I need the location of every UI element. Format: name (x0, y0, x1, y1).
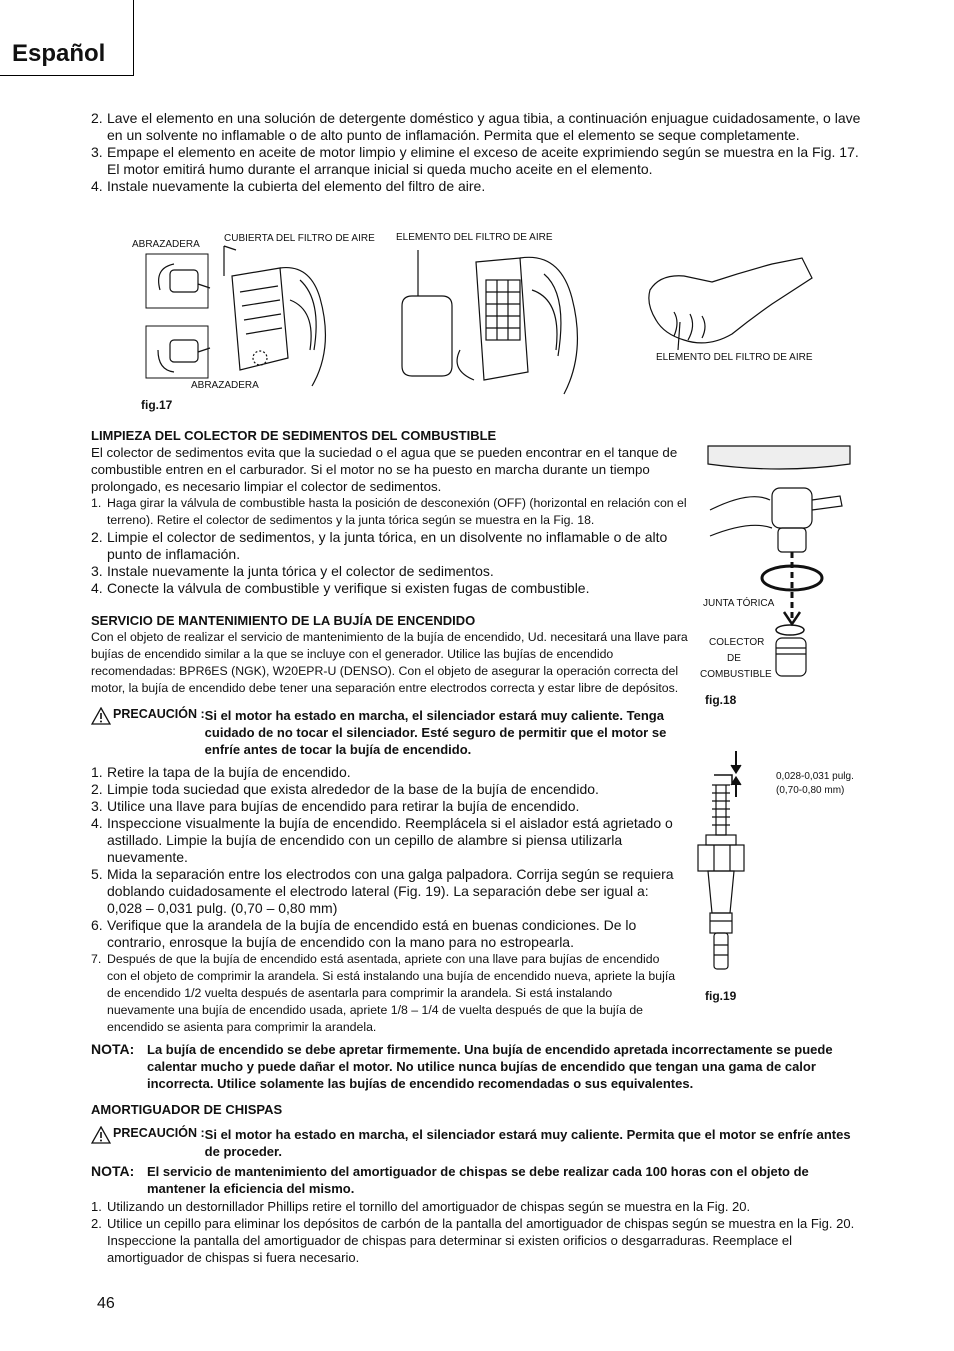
arrester-title: AMORTIGUADOR DE CHISPAS (91, 1102, 283, 1117)
clamp-detail-top (146, 254, 208, 308)
spark-intro: Con el objeto de realizar el servicio de mantenimiento de la bujía de encendido, Ud. necesitará una llave para bujías de encendido similar a la que se incluye con el generador. Utilice las bujías de encendido recomendadas: BPR6ES (NGK), W20EPR-U (DENSO). Con el objeto de asegurar la operación correcta del motor, la bujía de encendido debe tener una separación entre electrodos correcta y estar libre de depósitos. (91, 630, 688, 695)
list-item: 2. Limpie el colector de sedimentos, y la junta tórica, en un disolvente no inflamable o de alto punto de inflamación. (91, 529, 668, 562)
fuel-valve (772, 488, 812, 528)
warning-triangle-icon (91, 1126, 111, 1144)
caution-text: Si el motor ha estado en marcha, el silenciador estará muy caliente. Permita que el motor se enfríe antes de proceder. (204, 1127, 851, 1159)
side-electrode (714, 775, 732, 783)
intro-steps (91, 110, 863, 195)
list-item: 3. Utilice una llave para bujías de encendido para retirar la bujía de encendido. (91, 798, 580, 814)
rotate-arrow-top (159, 264, 174, 290)
note-label: NOTA: (91, 1041, 135, 1057)
callout-element-hand: ELEMENTO DEL FILTRO DE AIRE (656, 352, 813, 363)
sediment-intro: El colector de sedimentos evita que la suciedad o el agua que se pueden encontrar en el tanque de combustible entren en el carburador. Si el motor no se ha puesto en marcha durante un tiempo prolongado, es necesario limpiar el colector de sedimentos. (91, 445, 678, 494)
arrester-note (91, 1163, 861, 1197)
spark-steps (91, 764, 681, 1036)
callout-collector-3: COMBUSTIBLE (700, 669, 772, 680)
list-item: 6. Verifique que la arandela de la bujía de encendido está en buenas condiciones. De lo contrario, enrosque la bujía de encendido con la mano para no estropearla. (91, 917, 637, 950)
foam-element (402, 296, 452, 376)
spark-section (91, 612, 689, 697)
list-item: 3. Instale nuevamente la junta tórica y el colector de sedimentos. (91, 563, 494, 579)
spark-title: SERVICIO DE MANTENIMIENTO DE LA BUJÍA DE ENCENDIDO (91, 613, 476, 628)
language-tab (0, 0, 134, 76)
list-item: 2. Lave el elemento en una solución de detergente doméstico y agua tibia, a continuación enjuague cuidadosamente, o lave en un solvente no inflamable o de alto punto de inflamación. Permita que el elemento se seque completamente. (91, 110, 861, 143)
list-item: 3. Empape el elemento en aceite de motor limpio y elimine el exceso de aceite exprimiendo según se muestra en la Fig. 17. El motor emitirá humo durante el arranque inicial si queda mucho aceite en el elemento. (91, 144, 859, 177)
sediment-section (91, 427, 691, 597)
filter-cover (232, 268, 288, 370)
fig19-label: fig.19 (705, 989, 737, 1003)
arrester-steps (91, 1198, 863, 1266)
page-number: 46 (97, 1295, 115, 1312)
list-item: 5. Mida la separación entre los electrodos con una galga palpadora. Corrija según se requiera doblando cuidadosamente el electrodo lateral (Fig. 19). La separación debe ser igual a: 0,028 – 0,031 pulg. (0,70 – 0,80 mm) (91, 866, 674, 916)
list-item: 2. Limpie toda suciedad que exista alrededor de la base de la bujía de encendido. (91, 781, 599, 797)
sediment-steps (91, 495, 691, 597)
note-label: NOTA: (91, 1163, 135, 1179)
spark-note (91, 1041, 861, 1092)
plug-thread (712, 785, 730, 825)
list-item: 7. Después de que la bujía de encendido está asentada, apriete con una llave para bujías de encendido con el objeto de comprimir la arandela. Si está instalando una bujía de encendido nueva, apriete la bujía de encendido 1/2 vuelta después de asentarla para comprimir la arandela. Si está instalando nuevamente una bujía de encendido usada, apriete 1/8 – 1/4 de vuelta después de que la bujía de encendido se asienta para comprimir la arandela. (91, 952, 676, 1034)
callout-collector-1: COLECTOR (709, 637, 765, 648)
caution-label: PRECAUCIÓN : (113, 707, 205, 721)
callout-oring: JUNTA TÓRICA (703, 598, 775, 609)
note-text: La bujía de encendido se debe apretar firmemente. Una bujía de encendido apretada incorrectamente se puede calentar mucho y puede dañar el motor. No utilice nunca bujías de encendido que tengan una gama de calor incorrecta. Utilice solamente las bujías de encendido recomendadas o sus equivalentes. (147, 1042, 833, 1091)
gap-line2: (0,70-0,80 mm) (776, 785, 845, 796)
callout-cover: CUBIERTA DEL FILTRO DE AIRE (224, 233, 375, 244)
list-item: 1. Haga girar la válvula de combustible hasta la posición de desconexión (OFF) (horizontal en relación con el terreno). Retire el colector de sedimentos y la junta tórica según se muestra en la Fig. 18. (91, 496, 687, 527)
fig19-illustration (690, 745, 780, 985)
arrester-title-wrap (91, 1101, 282, 1118)
oring-shape (776, 625, 804, 635)
list-item: 1. Utilizando un destornillador Phillips retire el tornillo del amortiguador de chispas según se muestra en la Fig. 20. (91, 1199, 751, 1214)
list-item: 4. Instale nuevamente la cubierta del elemento del filtro de aire. (91, 178, 486, 194)
callout-collector-2: DE (727, 653, 741, 664)
list-item: 4. Inspeccione visualmente la bujía de encendido. Reemplácela si el aislador está agrietado o astillado. Limpie la bujía de encendido con un cepillo de alambre si piensa utilizarla nuevamente. (91, 815, 673, 865)
gap-line1: 0,028-0,031 pulg. (776, 771, 854, 782)
list-item: 1. Retire la tapa de la bujía de encendido. (91, 764, 351, 780)
plug-hex (698, 845, 744, 871)
warning-triangle-icon (91, 707, 111, 725)
list-item: 4. Conecte la válvula de combustible y verifique si existen fugas de combustible. (91, 580, 590, 596)
sediment-title: LIMPIEZA DEL COLECTOR DE SEDIMENTOS DEL COMBUSTIBLE (91, 428, 497, 443)
list-item: 2. Utilice un cepillo para eliminar los depósitos de carbón de la pantalla del amortiguador de chispas según se muestra en la Fig. 20. Inspeccione la pantalla del amortiguador de chispas para determinar si existen orificios o desgarraduras. Reemplace el amortiguador de chispas si fuera necesario. (91, 1216, 855, 1265)
arrester-caution (91, 1126, 861, 1160)
callout-clamp-bottom: ABRAZADERA (191, 380, 259, 391)
fuel-line (710, 497, 772, 536)
plug-insulator (708, 871, 734, 913)
fig17-label: fig.17 (141, 398, 173, 412)
fuel-tank (708, 446, 850, 469)
callout-clamp-top: ABRAZADERA (132, 239, 200, 250)
language-label: Español (12, 40, 106, 67)
hand-illustration (649, 258, 812, 343)
note-text: El servicio de mantenimiento del amortiguador de chispas se debe realizar cada 100 horas con el objeto de mantener la eficiencia del mismo. (147, 1164, 809, 1196)
sediment-cup (776, 638, 806, 676)
fig18-label: fig.18 (705, 693, 737, 707)
caution-text: Si el motor ha estado en marcha, el silenciador estará muy caliente. Tenga cuidado de no tocar el silenciador. Esté seguro de permitir que el motor se enfríe antes de tocar la bujía de encendido. (204, 708, 667, 757)
callout-element-top: ELEMENTO DEL FILTRO DE AIRE (396, 232, 553, 243)
fig17-illustration (140, 240, 820, 410)
caution-label: PRECAUCIÓN : (113, 1126, 205, 1140)
spark-caution (91, 707, 681, 758)
